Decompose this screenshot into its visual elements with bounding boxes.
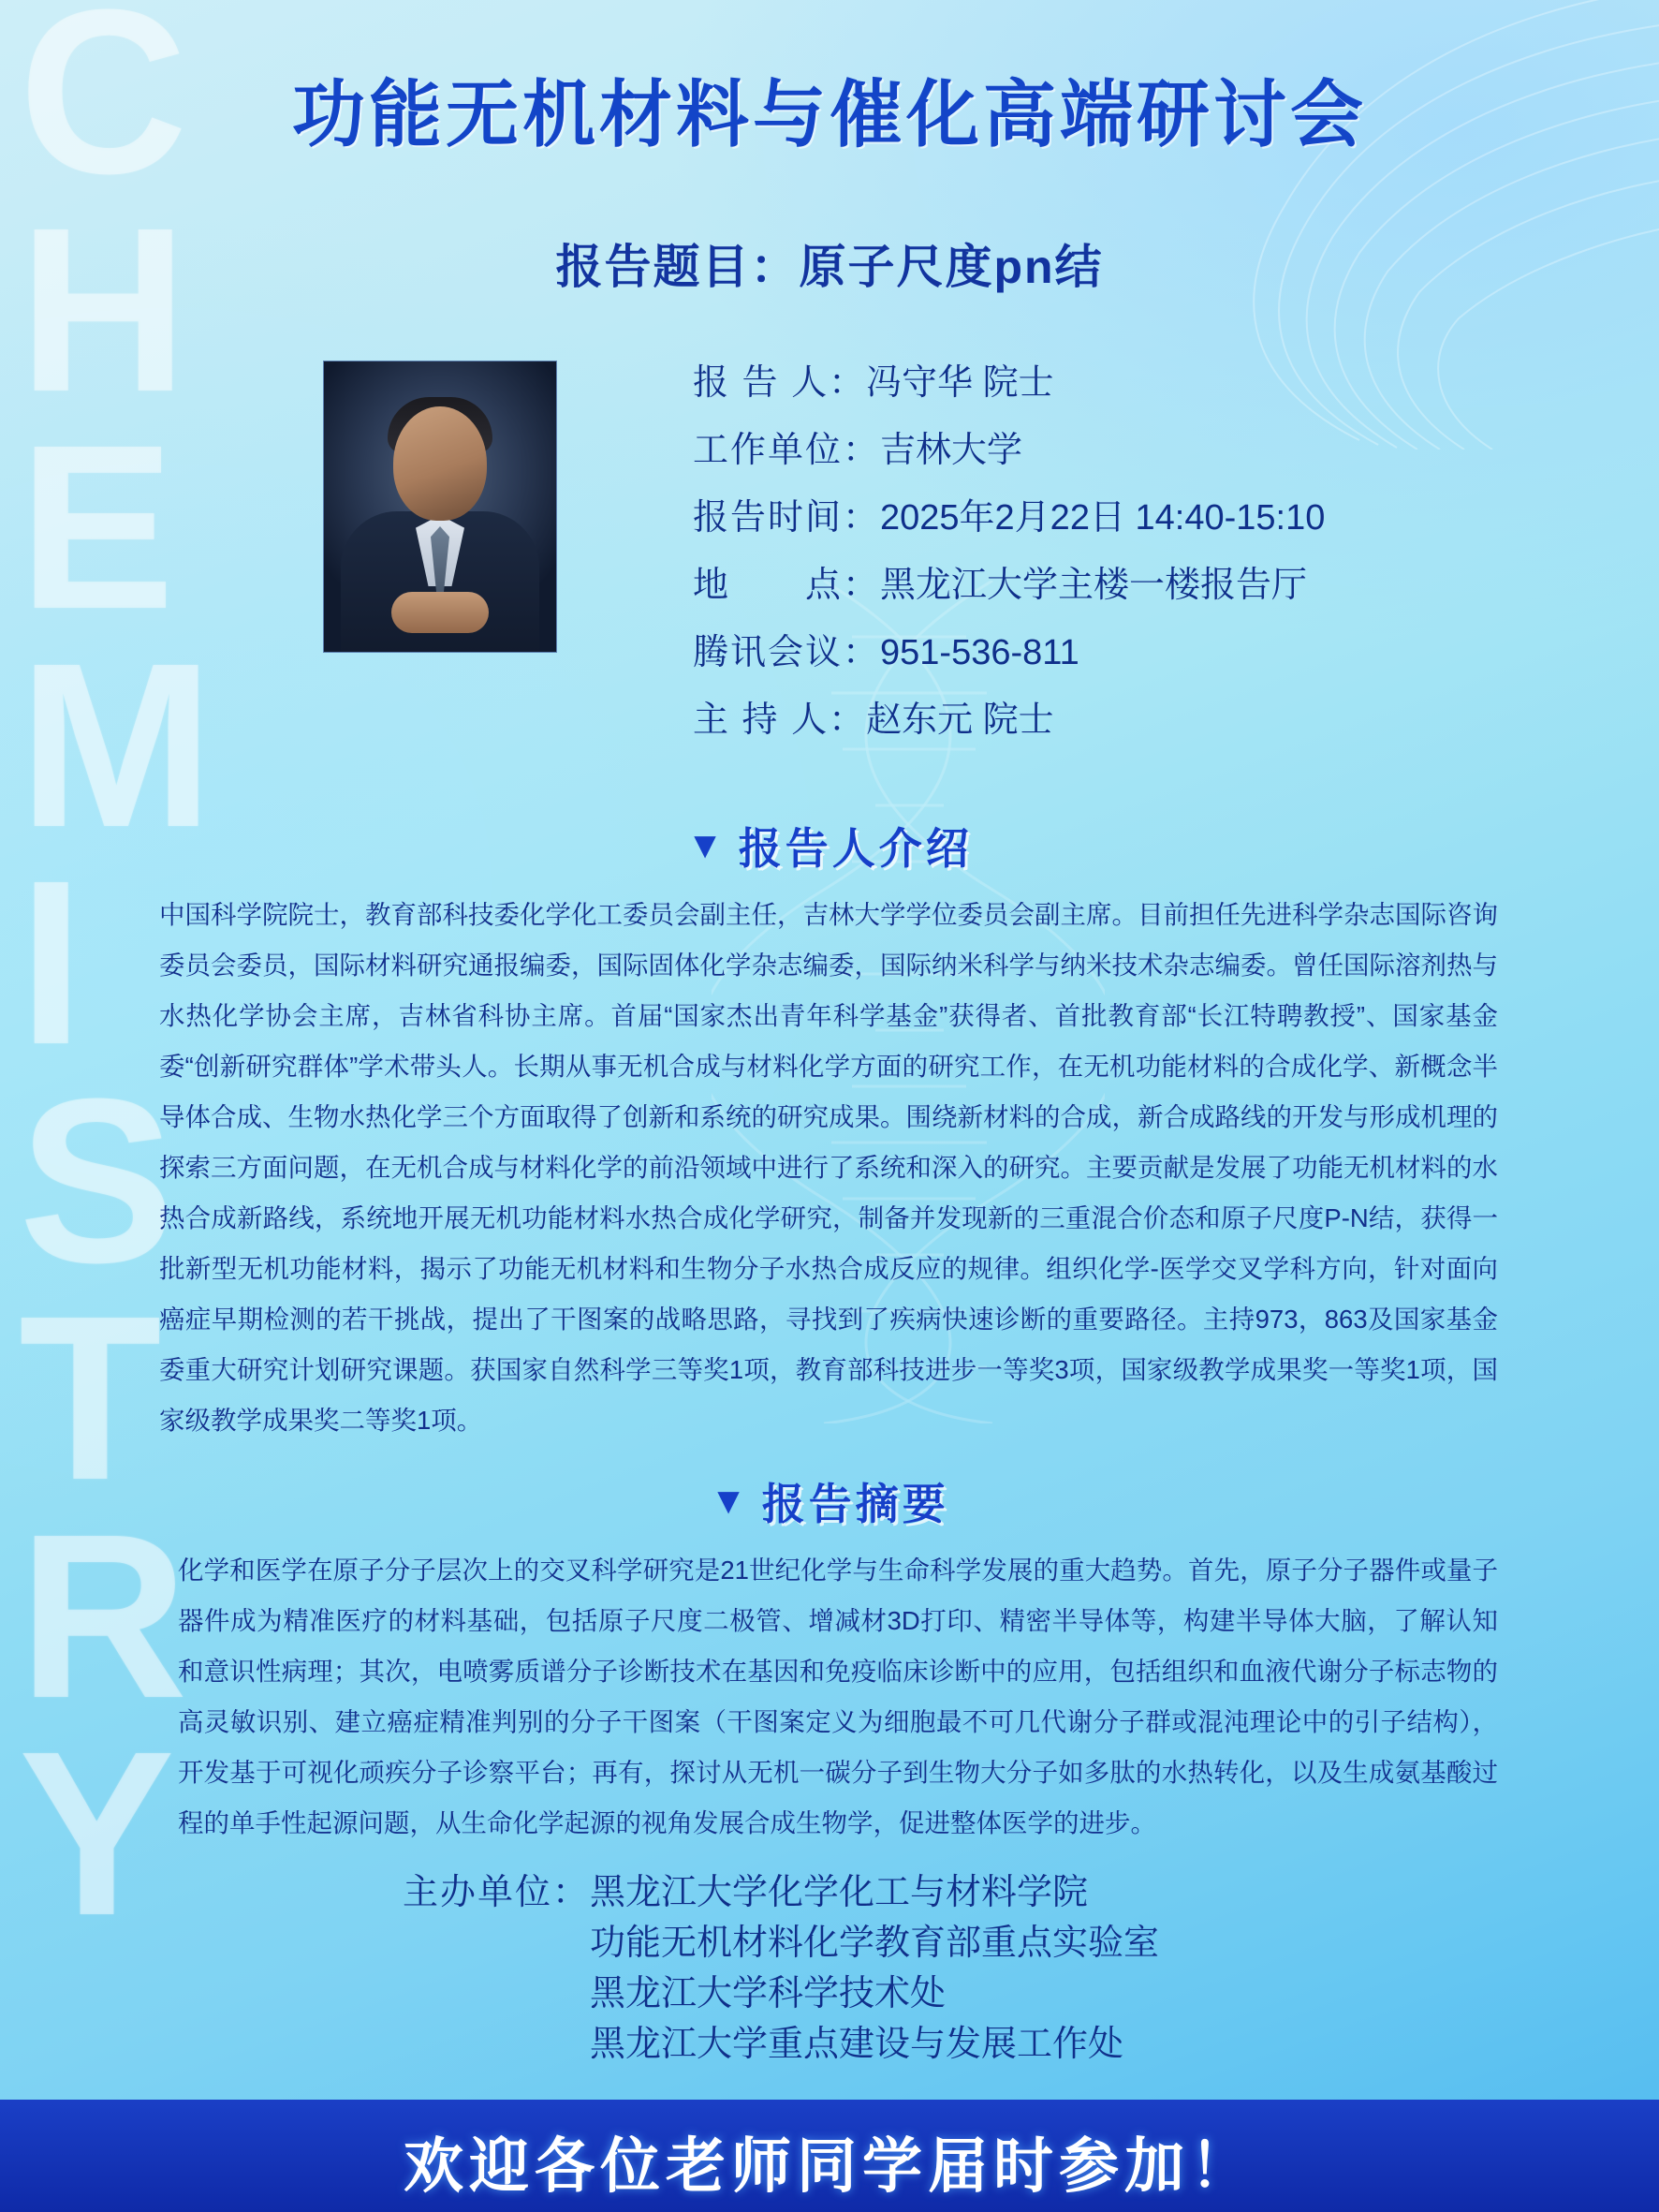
talk-info-list [693, 365, 1535, 770]
organizers-label: 主办单位： [403, 1873, 591, 1912]
organizer-item: 黑龙江大学重点建设与发展工作处 [590, 2024, 1124, 2064]
chemistry-watermark: C H E M I S T R Y [19, 0, 209, 1964]
info-label: 报 告 人： [693, 363, 867, 403]
abstract-section-heading [0, 1470, 1659, 1532]
speaker-portrait [323, 361, 557, 653]
organizers-block [403, 1868, 1159, 2071]
portrait-head [393, 406, 487, 521]
organizer-item: 黑龙江大学科学技术处 [590, 1973, 947, 2013]
info-label: 主 持 人： [693, 700, 867, 740]
info-value: 黑龙江大学主楼一楼报告厅 [880, 566, 1308, 605]
page-title: 功能无机材料与催化高端研讨会 [291, 73, 1367, 155]
triangle-down-icon: ▼ [710, 1481, 751, 1522]
info-row-time [693, 500, 1535, 536]
info-value: 吉林大学 [880, 431, 1023, 470]
bio-paragraph: 中国科学院院士，教育部科技委化学化工委员会副主任，吉林大学学位委员会副主席。目前担任先进科学杂志国际咨询委员会委员，国际材料研究通报编委，国际固体化学杂志编委，国际纳米科学与纳米技术杂志编委。曾任国际溶剂热与水热化学协会主席，吉林省科协主席。首届“国家杰出青年科学基金”获得者、首批教育部“长江特聘教授”、国家基金委“创新研究群体”学术带头人。长期从事无机合成与材料化学方面的研究工作，在无机功能材料的合成化学、新概念半导体合成、生物水热化学三个方面取得了创新和系统的研究成果。围绕新材料的合成，新合成路线的开发与形成机理的探索三方面问题，在无机合成与材料化学的前沿领域中进行了系统和深入的研究。主要贡献是发展了功能无机材料的水热合成新路线，系统地开展无机功能材料水热合成化学研究，制备并发现新的三重混合价态和原子尺度P-N结，获得一批新型无机功能材料，揭示了功能无机材料和生物分子水热合成反应的规律。组织化学-医学交叉学科方向，针对面向癌症早期检测的若干挑战，提出了干图案的战略思路，寻找到了疾病快速诊断的重要路径。主持973，863及国家基金委重大研究计划研究课题。获国家自然科学三等奖1项，教育部科技进步一等奖3项，国家级教学成果奖一等奖1项，国家级教学成果奖二等奖1项。 [159, 900, 1498, 1435]
organizer-item: 功能无机材料化学教育部重点实验室 [590, 1923, 1160, 1963]
info-row-host [693, 702, 1535, 738]
info-label: 工作单位： [693, 431, 881, 470]
info-label: 报告时间： [693, 498, 881, 538]
info-row-location [693, 568, 1535, 603]
info-value: 2025年2月22日 14:40-15:10 [880, 498, 1326, 538]
bio-section-heading [0, 815, 1659, 877]
info-row-speaker [693, 365, 1535, 401]
footer-welcome-text: 欢迎各位老师同学届时参加！ [404, 2132, 1255, 2200]
info-value: 951-536-811 [880, 633, 1079, 672]
portrait-hands [391, 592, 489, 633]
abstract-heading-text: 报告摘要 [761, 1480, 949, 1528]
info-label: 地 点： [693, 566, 881, 605]
talk-subtitle: 报告题目：原子尺度pn结 [555, 241, 1104, 293]
triangle-down-icon: ▼ [686, 825, 727, 866]
info-value: 赵东元 院士 [866, 700, 1054, 740]
organizer-item: 黑龙江大学化学化工与材料学院 [590, 1873, 1089, 1912]
info-row-affiliation [693, 433, 1535, 468]
organizers-list [590, 1868, 1159, 2071]
info-row-meeting-id [693, 635, 1535, 671]
info-label: 腾讯会议： [693, 633, 881, 672]
abstract-paragraph: 化学和医学在原子分子层次上的交叉科学研究是21世纪化学与生命科学发展的重大趋势。首先，原子分子器件或量子器件成为精准医疗的材料基础，包括原子尺度二极管、增减材3D打印、精密半导体等，构建半导体大脑，了解认知和意识性病理；其次，电喷雾质谱分子诊断技术在基因和免疫临床诊断中的应用，包括组织和血液代谢分子标志物的高灵敏识别、建立癌症精准判别的分子干图案（干图案定义为细胞最不可几代谢分子群或混沌理论中的引子结构），开发基于可视化顽疾分子诊察平台；再有，探讨从无机一碳分子到生物大分子如多肽的水热转化，以及生成氨基酸过程的单手性起源问题，从生命化学起源的视角发展合成生物学，促进整体医学的进步。 [178, 1556, 1498, 1837]
bio-heading-text: 报告人介绍 [738, 824, 973, 873]
info-value: 冯守华 院士 [866, 363, 1054, 403]
